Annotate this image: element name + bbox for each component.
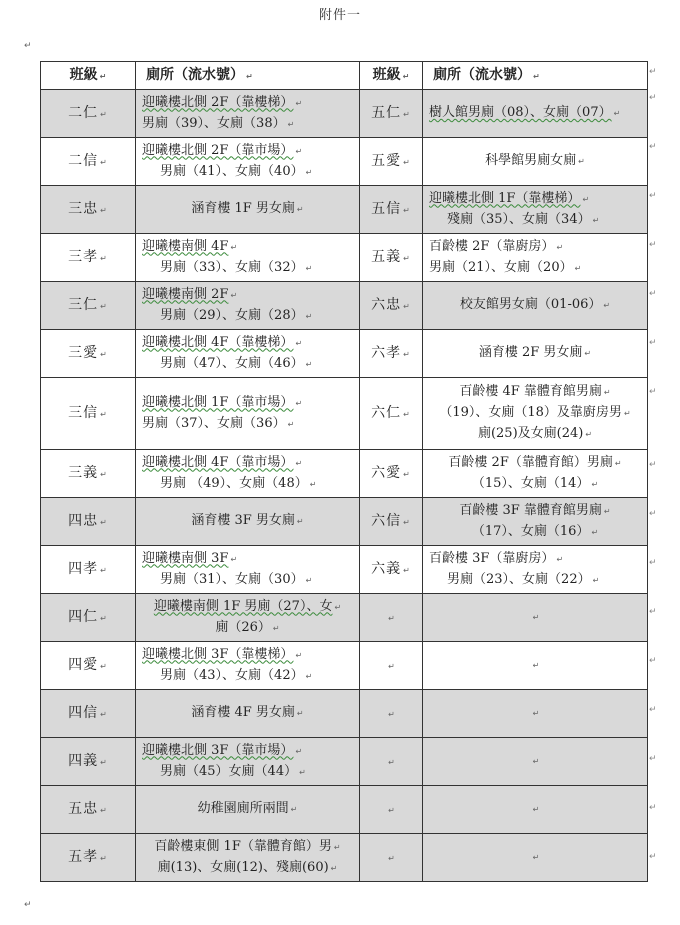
paragraph-mark: ↵: [592, 215, 600, 225]
paragraph-mark: ↵: [591, 527, 599, 537]
restroom-right: [423, 642, 648, 690]
class-name-right: 六義 ↵: [360, 546, 423, 594]
row-end-mark: ↵: [649, 240, 657, 250]
class-name-left: 五孝 ↵: [41, 834, 136, 882]
paragraph-mark: ↵: [295, 98, 303, 108]
paragraph-mark: ↵: [296, 517, 304, 526]
paragraph-mark: ↵: [305, 671, 313, 681]
table-row: [41, 690, 648, 738]
class-name-left: 五忠 ↵: [41, 786, 136, 834]
restroom-text: 男廁（45）女廁（44）: [160, 763, 298, 779]
restroom-left: [136, 90, 360, 138]
class-name-right: 五信 ↵: [360, 186, 423, 234]
class-name-right: ↵: [360, 594, 423, 642]
class-name-left: 四孝 ↵: [41, 546, 136, 594]
restroom-text: 涵育樓 1F 男女廁: [191, 201, 295, 216]
row-end-mark: ↵: [649, 656, 657, 666]
restroom-text: 男廁（37）、女廁（36）: [142, 415, 286, 431]
paragraph-mark: ↵: [582, 194, 590, 204]
restroom-text: 廁（26）: [215, 619, 271, 635]
restroom-right: [423, 738, 648, 786]
restroom-text: 男廁（39）、女廁（38）: [142, 115, 286, 131]
class-name-left: 三忠 ↵: [41, 186, 136, 234]
class-name-left: 四義 ↵: [41, 738, 136, 786]
table-row: [41, 786, 648, 834]
restroom-left: [136, 642, 360, 690]
paragraph-mark: ↵: [603, 301, 611, 310]
paragraph-mark: ↵: [230, 554, 238, 564]
restroom-text: 男廁（31）、女廁（30）: [160, 571, 304, 587]
row-end-mark: ↵: [649, 67, 657, 77]
row-end-mark: ↵: [649, 852, 657, 862]
table-row: [41, 642, 648, 690]
paragraph-mark: ↵: [295, 458, 303, 468]
paragraph-mark: ↵: [556, 242, 564, 252]
class-name-left: 二仁 ↵: [41, 90, 136, 138]
restroom-text: 男廁 （49）、女廁（48）: [160, 475, 308, 491]
restroom-right: [423, 330, 648, 378]
restroom-text: 迎曦樓北側 2F（靠市場）: [142, 142, 294, 158]
class-name-left: 四仁 ↵: [41, 594, 136, 642]
row-end-mark: ↵: [649, 509, 657, 519]
paragraph-mark: ↵: [603, 506, 611, 516]
class-name-left: 三愛 ↵: [41, 330, 136, 378]
restroom-right: [423, 90, 648, 138]
table-row: [41, 330, 648, 378]
restroom-left: [136, 378, 360, 450]
restroom-right: [423, 690, 648, 738]
paragraph-mark: ↵: [556, 554, 564, 564]
restroom-text: 涵育樓 4F 男女廁: [191, 705, 295, 720]
paragraph-mark: ↵: [305, 575, 313, 585]
class-name-right: 六仁 ↵: [360, 378, 423, 450]
restroom-text: 百齡樓 2F（靠體育館）男廁: [448, 454, 613, 470]
paragraph-mark: ↵: [295, 650, 303, 660]
paragraph-mark: ↵: [305, 167, 313, 177]
restroom-text: 男廁（47）、女廁（46）: [160, 355, 304, 371]
paragraph-mark: ↵: [584, 349, 592, 358]
restroom-right: [423, 834, 648, 882]
row-end-mark: ↵: [649, 191, 657, 201]
class-name-right: 六忠 ↵: [360, 282, 423, 330]
restroom-text: 迎曦樓北側 1F（靠樓梯）: [429, 190, 581, 206]
restroom-text: 男廁（21）、女廁（20）: [429, 259, 573, 275]
paragraph-mark: ↵: [532, 661, 540, 670]
restroom-text: 科學館男廁女廁: [485, 153, 577, 168]
class-name-left: 四信 ↵: [41, 690, 136, 738]
restroom-right: [423, 282, 648, 330]
restroom-text: 幼稚園廁所兩間: [197, 801, 289, 816]
paragraph-mark: ↵: [287, 119, 295, 129]
paragraph-mark: ↵: [592, 575, 600, 585]
restroom-left: [136, 738, 360, 786]
paragraph-mark: ↵: [230, 242, 238, 252]
restroom-text: （17）、女廁（16）: [471, 523, 590, 539]
table-row: [41, 186, 648, 234]
restroom-left: [136, 330, 360, 378]
restroom-text: 迎曦樓北側 3F（靠市場）: [142, 742, 294, 758]
table-row: [41, 834, 648, 882]
paragraph-mark: ↵: [334, 602, 342, 612]
restroom-left: [136, 834, 360, 882]
class-name-right: ↵: [360, 786, 423, 834]
header-restroom-2: 廁所（流水號） ↵: [423, 62, 648, 90]
row-end-mark: ↵: [649, 93, 657, 103]
restroom-right: [423, 450, 648, 498]
restroom-text: 男廁（43）、女廁（42）: [160, 667, 304, 683]
class-name-left: 三義 ↵: [41, 450, 136, 498]
restroom-text: 迎曦樓南側 2F: [142, 286, 229, 302]
class-name-right: ↵: [360, 834, 423, 882]
header-restroom-1: 廁所（流水號） ↵: [136, 62, 360, 90]
class-name-right: ↵: [360, 642, 423, 690]
restroom-left: [136, 282, 360, 330]
class-name-right: 五愛 ↵: [360, 138, 423, 186]
restroom-text: 迎曦樓北側 4F（靠樓梯）: [142, 334, 294, 350]
restroom-text: 百齡樓東側 1F（靠體育館）男: [154, 838, 332, 854]
paragraph-mark: ↵: [574, 263, 582, 273]
table-row: [41, 138, 648, 186]
row-end-mark: ↵: [649, 338, 657, 348]
restroom-text: （15）、女廁（14）: [471, 475, 590, 491]
paragraph-mark: ↵: [272, 623, 280, 633]
paragraph-mark: ↵: [532, 613, 540, 622]
class-name-right: 六愛 ↵: [360, 450, 423, 498]
paragraph-mark: ↵: [24, 41, 32, 51]
paragraph-mark: ↵: [305, 311, 313, 321]
paragraph-mark: ↵: [532, 757, 540, 766]
paragraph-mark: ↵: [296, 709, 304, 718]
restroom-text: 百齡樓 3F 靠體育館男廁: [459, 502, 602, 518]
paragraph-mark: ↵: [24, 900, 32, 910]
restroom-text: 男廁（23）、女廁（22）: [447, 571, 591, 587]
restroom-right: [423, 786, 648, 834]
restroom-right: [423, 498, 648, 546]
restroom-text: 百齡樓 3F（靠廚房）: [429, 550, 555, 566]
restroom-left: [136, 786, 360, 834]
paragraph-mark: ↵: [290, 805, 298, 814]
paragraph-mark: ↵: [532, 805, 540, 814]
restroom-text: 迎曦樓北側 1F（靠市場）: [142, 394, 294, 410]
header-class-1: 班級 ↵: [41, 62, 136, 90]
row-end-mark: ↵: [649, 607, 657, 617]
class-name-right: ↵: [360, 690, 423, 738]
restroom-text: 百齡樓 4F 靠體育館男廁: [459, 384, 602, 399]
restroom-text: 迎曦樓南側 4F: [142, 238, 229, 254]
restroom-text: 廁(25)及女廁(24): [477, 426, 584, 441]
restroom-text: 迎曦樓北側 3F（靠樓梯）: [142, 646, 294, 662]
page-title: 附件一: [318, 8, 361, 23]
restroom-text: 迎曦樓北側 2F（靠樓梯）: [142, 94, 294, 110]
restroom-text: 百齡樓 2F（靠廚房）: [429, 238, 555, 254]
table-row: [41, 90, 648, 138]
restroom-left: [136, 138, 360, 186]
restroom-text: （19）、女廁（18）及靠廚房男: [439, 405, 622, 420]
table-row: [41, 738, 648, 786]
restroom-right: [423, 186, 648, 234]
restroom-text: 男廁（41）、女廁（40）: [160, 163, 304, 179]
paragraph-mark: ↵: [296, 205, 304, 214]
restroom-left: [136, 546, 360, 594]
restroom-text: 迎曦樓南側 3F: [142, 550, 229, 566]
restroom-assignment-table: [40, 61, 648, 882]
restroom-text: 殘廁（35）、女廁（34）: [447, 211, 591, 227]
paragraph-mark: ↵: [532, 853, 540, 862]
row-end-mark: ↵: [649, 803, 657, 813]
paragraph-mark: ↵: [333, 842, 341, 852]
restroom-left: [136, 186, 360, 234]
header-class-2: 班級 ↵: [360, 62, 423, 90]
table-row: [41, 498, 648, 546]
class-name-left: 三仁 ↵: [41, 282, 136, 330]
paragraph-mark: ↵: [305, 359, 313, 369]
row-end-mark: ↵: [649, 142, 657, 152]
paragraph-mark: ↵: [578, 157, 585, 166]
table-row: [41, 282, 648, 330]
class-name-left: 二信 ↵: [41, 138, 136, 186]
paragraph-mark: ↵: [309, 479, 317, 489]
paragraph-mark: ↵: [299, 767, 306, 777]
row-end-mark: ↵: [649, 705, 657, 715]
row-end-mark: ↵: [649, 460, 657, 470]
table-header-row: [41, 62, 648, 90]
table-row: [41, 378, 648, 450]
restroom-left: [136, 450, 360, 498]
restroom-text: 廁(13)、女廁(12)、殘廁(60): [157, 859, 329, 875]
class-name-right: 五義 ↵: [360, 234, 423, 282]
table-row: [41, 450, 648, 498]
class-name-right: ↵: [360, 738, 423, 786]
class-name-left: 四忠 ↵: [41, 498, 136, 546]
paragraph-mark: ↵: [623, 409, 631, 418]
restroom-text: 涵育樓 3F 男女廁: [191, 513, 295, 528]
row-end-mark: ↵: [649, 754, 657, 764]
class-name-right: 六信 ↵: [360, 498, 423, 546]
class-name-right: 五仁 ↵: [360, 90, 423, 138]
table-row: [41, 546, 648, 594]
paragraph-mark: ↵: [295, 146, 303, 156]
table-row: [41, 594, 648, 642]
paragraph-mark: ↵: [532, 709, 540, 718]
class-name-left: 四愛 ↵: [41, 642, 136, 690]
paragraph-mark: ↵: [603, 388, 611, 397]
restroom-text: 迎曦樓南側 1F 男廁（27）、女: [153, 598, 333, 614]
paragraph-mark: ↵: [295, 338, 303, 348]
paragraph-mark: ↵: [614, 458, 622, 468]
paragraph-mark: ↵: [585, 430, 593, 439]
restroom-left: [136, 594, 360, 642]
class-name-left: 三孝 ↵: [41, 234, 136, 282]
row-end-mark: ↵: [649, 289, 657, 299]
restroom-right: [423, 546, 648, 594]
restroom-text: 男廁（29）、女廁（28）: [160, 307, 304, 323]
restroom-text: 男廁（33）、女廁（32）: [160, 259, 304, 275]
restroom-right: [423, 378, 648, 450]
restroom-left: [136, 498, 360, 546]
paragraph-mark: ↵: [591, 479, 599, 489]
restroom-right: [423, 234, 648, 282]
restroom-left: [136, 690, 360, 738]
paragraph-mark: ↵: [305, 263, 313, 273]
restroom-text: 校友館男女廁（01-06）: [459, 297, 602, 312]
restroom-text: 樹人館男廁（08）、女廁（07）: [429, 105, 612, 120]
class-name-right: 六孝 ↵: [360, 330, 423, 378]
paragraph-mark: ↵: [295, 746, 303, 756]
paragraph-mark: ↵: [230, 290, 238, 300]
paragraph-mark: ↵: [295, 398, 303, 408]
restroom-text: 迎曦樓北側 4F（靠市場）: [142, 454, 294, 470]
restroom-left: [136, 234, 360, 282]
class-name-left: 三信 ↵: [41, 378, 136, 450]
restroom-right: [423, 594, 648, 642]
paragraph-mark: ↵: [613, 109, 621, 118]
row-end-mark: ↵: [649, 558, 657, 568]
row-end-mark: ↵: [649, 387, 657, 397]
table-row: [41, 234, 648, 282]
restroom-right: [423, 138, 648, 186]
paragraph-mark: ↵: [287, 419, 295, 429]
paragraph-mark: ↵: [330, 863, 338, 873]
restroom-text: 涵育樓 2F 男女廁: [478, 345, 583, 360]
